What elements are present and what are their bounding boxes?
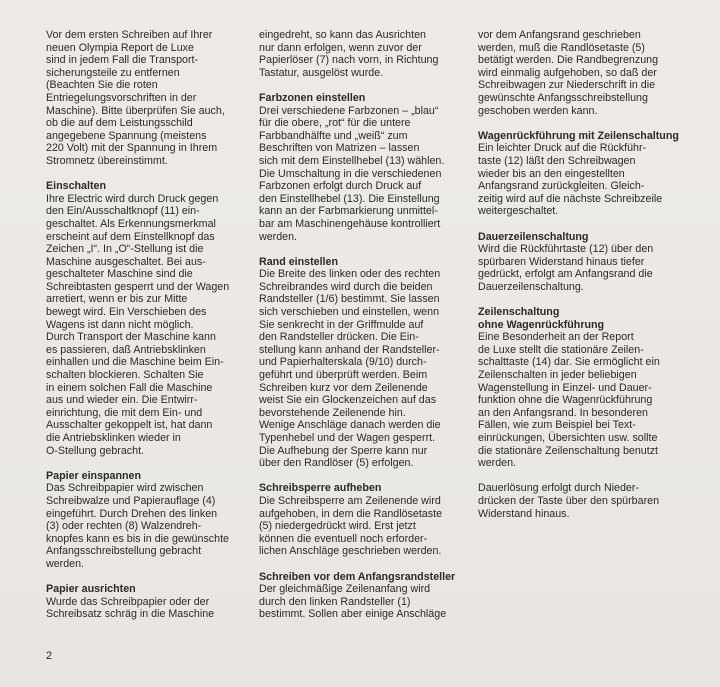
paragraph-dauerloesung: Dauerlösung erfolgt durch Nieder- drücken der Taste über den spürbaren Widerstand hinaus. [478, 482, 660, 520]
page-number: 2 [46, 650, 53, 662]
paragraph-papier-ausrichten: Wurde das Schreibpapier oder der Schreibsatz schräg in die Maschine [46, 595, 215, 621]
paragraph-einschalten: Ihre Electric wird durch Druck gegen den Ein/Ausschaltknopf (11) ein- geschaltet. Als Erkennungsmerkmal erscheint auf dem Einstellknopf das Zeichen „I“. In „O“-Stellung ist die Maschine ausgeschaltet. Bei aus- geschalteter Maschine sind die Schreibtasten gesperrt und der Wagen arretiert, wenn er bis zur Mitte bewegt wird. Ein Verschieben des Wagens ist dann nicht möglich. Durch Transport der Maschine kann es passieren, daß Antriebsklinken einhallen und die Maschine beim Ein- schalten blockieren. Schalten Sie in einem solchen Fall die Maschine aus und wieder ein. Die Entwirr- einrichtung, die mit dem Ein- und Ausschalter gekoppelt ist, hat dann die Antriebsklinken wieder in O-Stellung gebracht. [46, 192, 230, 457]
heading-papier-einspannen: Papier einspannen [46, 469, 142, 482]
paragraph-dauerzeilenschaltung: Wird die Rückführtaste (12) über den spürbaren Widerstand hinaus tiefer gedrückt, erfolgt am Anfangsrand die Dauerzeilenschaltung. [478, 243, 654, 293]
paragraph-zeilenschaltung-ohne: Eine Besonderheit an der Report de Luxe stellt die stationäre Zeilen- schalttaste (14) dar. Sie ermöglicht ein Zeilenschalten in jeder beliebigen Wagenstellung in Einzel- und Dauer- funktion ohne die Wagenrückführung an den Anfangsrand. In besonderen Fällen, wie zum Beispiel bei Text- einrückungen, Übersichten usw. sollte die stationäre Zeilenschaltung benutzt werden. [478, 331, 660, 470]
paragraph-papier-einspannen: Das Schreibpapier wird zwischen Schreibwalze und Papierauflage (4) eingeführt. Durch Drehen des linken (3) oder rechten (8) Walzendreh- knopfes kann es bis in die gewünschte Anfangsschreibstellung gebracht werden. [46, 482, 229, 570]
heading-einschalten: Einschalten [46, 180, 106, 193]
text-column-2 [259, 29, 471, 621]
heading-dauerzeilenschaltung: Dauerzeilenschaltung [478, 230, 589, 243]
continued-paragraph: vor dem Anfangsrand geschrieben werden, muß die Randlösetaste (5) betätigt werden. Die Randbegrenzung wird einmalig aufgehoben, so daß der Schreibwagen zur Niederschrift in die gewünschte Anfangsschreibstellung geschoben werden kann. [478, 29, 659, 117]
paragraph-rand-einstellen: Die Breite des linken oder des rechten Schreibrandes wird durch die beiden Randsteller (1/6) bestimmt. Sie lassen sich verschieben und einstellen, wenn Sie senkrecht in der Griffmulde auf den Randsteller drücken. Die Ein- stellung kann anhand der Randsteller- und Papierhalterskala (9/10) durch- geführt und überprüft werden. Beim Schreiben kurz vor dem Zeilenende weist Sie ein Glockenzeichen auf das bevorstehende Zeilenende hin. Wenige Anschläge danach werden die Typenhebel und der Wagen gesperrt. Die Aufhebung der Sperre kann nur über den Randlöser (5) erfolgen. [259, 268, 441, 470]
heading-anfangsrandsteller: Schreiben vor dem Anfangsrandsteller [259, 570, 456, 583]
intro-paragraph: Vor dem ersten Schreiben auf Ihrer neuen Olympia Report de Luxe sind in jedem Fall die Transport- sicherungsteile zu entfernen (Beachten Sie die roten Entriegelungsvorschriften in der Maschine). Bitte überprüfen Sie auch, ob die auf dem Leistungsschild angegebene Spannung (meistens 220 Volt) mit der Spannung in Ihrem Stromnetz übereinstimmt. [46, 29, 225, 167]
text-column-3 [478, 29, 692, 520]
paragraph-anfangsrandsteller: Der gleichmäßige Zeilenanfang wird durch den linken Randsteller (1) bestimmt. Sollen aber einige Anschläge [259, 583, 447, 621]
paragraph-schreibsperre: Die Schreibsperre am Zeilenende wird aufgehoben, in dem die Randlösetaste (5) niedergedrückt wird. Erst jetzt können die eventuell noch erforder- lichen Anschläge geschrieben werden. [259, 494, 443, 558]
heading-schreibsperre: Schreibsperre aufheben [259, 482, 382, 495]
text-column-1 [46, 29, 252, 621]
heading-farbzonen: Farbzonen einstellen [259, 91, 366, 104]
heading-papier-ausrichten: Papier ausrichten [46, 583, 136, 596]
paragraph-wagenrueckfuehrung: Ein leichter Druck auf die Rückführ- taste (12) läßt den Schreibwagen wieder bis an den eingestellten Anfangsrand zurückgleiten. Gleich- zeitig wird auf die nächste Schreibzeile weitergeschaltet. [478, 142, 663, 218]
continued-paragraph: eingedreht, so kann das Ausrichten nur dann erfolgen, wenn zuvor der Papierlöser (7) nach vorn, in Richtung Tastatur, ausgelöst wurde. [259, 29, 439, 79]
heading-rand-einstellen: Rand einstellen [259, 255, 338, 268]
paragraph-farbzonen: Drei verschiedene Farbzonen – „blau“ für die obere, „rot“ für die untere Farbbandhälfte und „weiß“ zum Beschriften von Matrizen – lassen sich mit dem Einstellhebel (13) wählen. Die Umschaltung in die verschiedenen Farbzonen erfolgt durch Druck auf den Einstellhebel (13). Die Einstellung kann an der Farbmarkierung unmittel- bar am Maschinengehäuse kontrolliert werden. [259, 104, 445, 243]
heading-wagenrueckfuehrung: Wagenrückführung mit Zeilenschaltung [478, 129, 679, 142]
heading-zeilenschaltung-ohne: Zeilenschaltung ohne Wagenrückführung [478, 306, 605, 331]
